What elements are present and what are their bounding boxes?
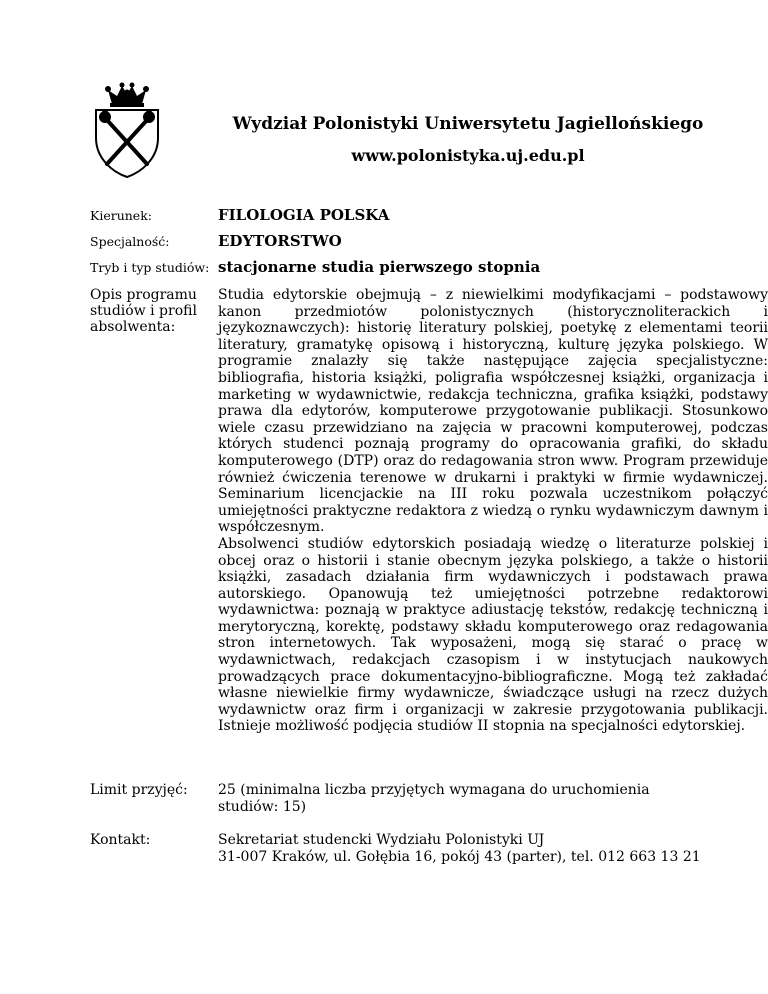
- value-tryb: stacjonarne studia pierwszego stopnia: [218, 258, 541, 276]
- jagiellonian-crest-icon: [90, 82, 164, 178]
- value-specjalnosc: EDYTORSTWO: [218, 232, 342, 250]
- value-kontakt: [218, 832, 768, 865]
- label-tryb: Tryb i typ studiów:: [90, 260, 210, 275]
- label-limit: Limit przyjęć:: [90, 782, 188, 798]
- contact-line-2: 31-007 Kraków, ul. Gołębia 16, pokój 43 (parter), tel. 012 663 13 21: [218, 848, 701, 865]
- label-kierunek: Kierunek:: [90, 208, 152, 223]
- opis-paragraph-2: Absolwenci studiów edytorskich posiadają wiedzę o literaturze polskiej i obcej oraz o historii i stanie obecnym języka polskiego, a także o historii książki, zasadach działania firm wydawniczych i podstawach prawa autorskiego. Opanowują też umiejętności potrzebne redaktorowi wydawnictwa: poznają w praktyce adiustację tekstów, redakcję techniczną i merytoryczną, korektę, podstawy składu komputerowego oraz redagowania stron internetowych. Tak wyposażeni, mogą się starać o pracę w wydawnictwach, redakcjach czasopism i w instytucjach naukowych prowadzących prace dokumentacyjno-bibliograficzne. Mogą też zakładać własne niewielkie firmy wydawnicze, świadczące usługi na rzecz dużych wydawnictw oraz firm i organizacji w zakresie przygotowania publikacji. Istnieje możliwość podjęcia studiów II stopnia na specjalności edytorskiej.: [218, 535, 768, 735]
- faculty-name: Wydział Polonistyki Uniwersytetu Jagiellońskiego: [232, 114, 704, 134]
- value-limit: 25 (minimalna liczba przyjętych wymagana do uruchomienia studiów: 15): [218, 782, 650, 815]
- faculty-url[interactable]: www.polonistyka.uj.edu.pl: [351, 146, 585, 165]
- label-kontakt: Kontakt:: [90, 832, 151, 848]
- value-opis: [218, 287, 768, 735]
- label-opis: Opis programu studiów i profil absolwenta:: [90, 287, 197, 335]
- value-kierunek: FILOLOGIA POLSKA: [218, 206, 390, 224]
- label-specjalnosc: Specjalność:: [90, 234, 170, 249]
- contact-line-1: Sekretariat studencki Wydziału Polonistyki UJ: [218, 832, 545, 848]
- opis-paragraph-1: Studia edytorskie obejmują – z niewielkimi modyfikacjami – podstawowy kanon przedmiotów polonistycznych (historycznoliterackich i językoznawczych): historię literatury polskiej, poetykę z elementami teorii literatury, gramatykę opisową i historyczną, kulturę języka polskiego. W programie znalazły się także następujące zajęcia specjalistyczne: bibliografia, historia książki, poligrafia współczesnej książki, organizacja i marketing w wydawnictwie, redakcja techniczna, grafika książki, podstawy prawa dla edytorów, komputerowe przygotowanie publikacji. Stosunkowo wiele czasu przewidziano na zajęcia w pracowni komputerowej, podczas których studenci poznają programy do opracowania grafiki, do składu komputerowego (DTP) oraz do redagowania stron www. Program przewiduje również ćwiczenia terenowe w drukarni i praktyki w firmie wydawniczej. Seminarium licencjackie na III roku pozwala uczestnikom połączyć umiejętności praktyczne redaktora z wiedzą o rynku wydawniczym dawnym i współczesnym.: [218, 287, 768, 536]
